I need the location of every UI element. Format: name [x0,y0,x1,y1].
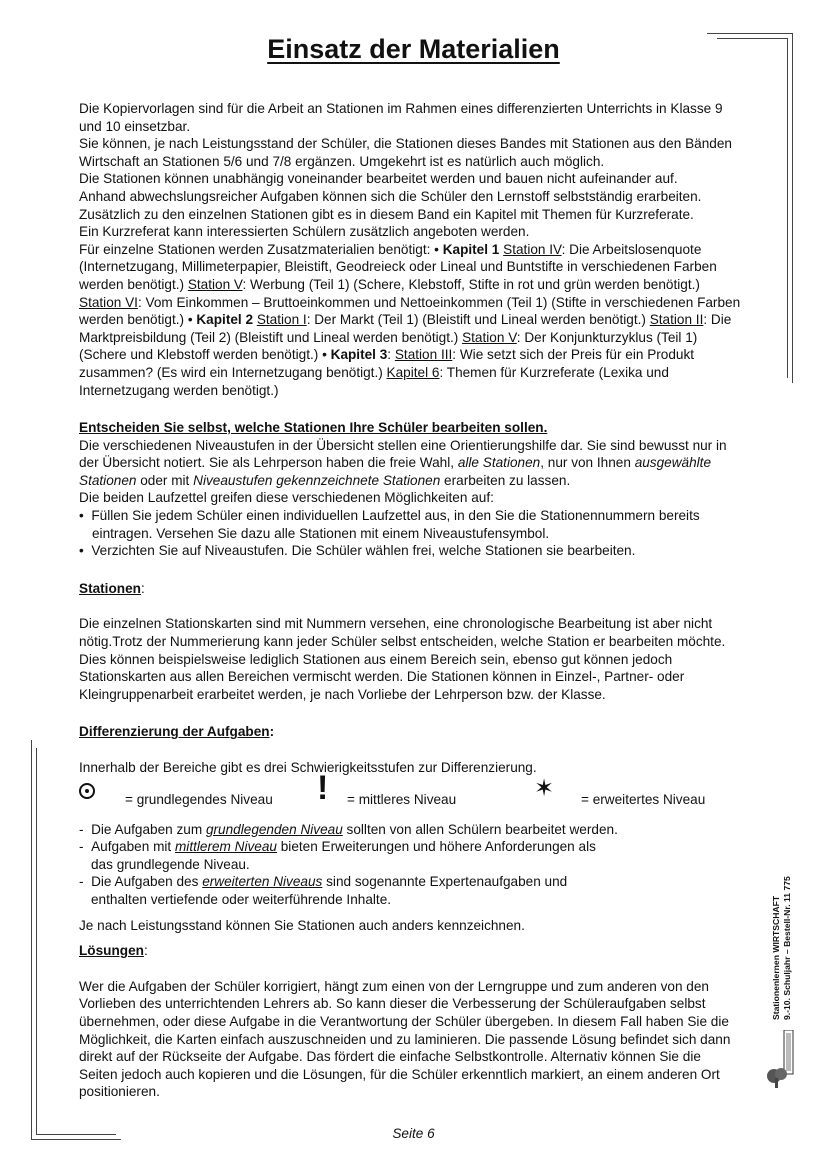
frame-line [31,740,32,1140]
loesungen-heading: Lösungen: [79,943,148,959]
publisher-sidebar [767,830,803,1020]
level-label: = mittleres Niveau [347,791,457,807]
intro-line: Sie können, je nach Leistungsstand der Schüler, die Stationen dieses Bandes mit Stationen aus den Bänden Wirtschaft an Stationen 5/6 und 7/8 ergänzen. Umgekehrt ist es natürlich auch möglich. [79,136,732,169]
star-icon: ✶ [534,774,555,802]
intro-line: Ein Kurzreferat kann interessierten Schülern zusätzlich angeboten werden. [79,224,530,240]
differenzierung-heading: Differenzierung der Aufgaben: [79,724,275,740]
level-label: = erweitertes Niveau [581,791,706,807]
intro-line: Zusätzlich zu den einzelnen Stationen gibt es in diesem Band ein Kapitel mit Themen für Kurzreferate. [79,206,694,222]
niveau-legend [79,768,741,815]
target-icon [79,783,95,799]
materials-paragraph: Für einzelne Stationen werden Zusatzmaterialien benötigt: • Kapitel 1 Station IV: Die Arbeitslosenquote (Internetzugang, Millimeterpapier, Bleistift, Geodreieck oder Lineal und Buntstifte in verschiedenen Farben werden benötigt.) Station V: Werbung (Teil 1) (Schere, Klebstoff, Stifte in rot und grün werden benötigt.) Station VI: Vom Einkommen – Bruttoeinkommen und Nettoeinkommen (Teil 1) (Stifte in verschiedenen Farben werden benötigt.) • Kapitel 2 Station I: Der Markt (Teil 1) (Bleistift und Lineal werden benötigt.) Station II: Die Marktpreisbildung (Teil 2) (Bleistift und Lineal werden benötigt.) Station V: Der Konjunkturzyklus (Teil 1) (Schere und Klebstoff werden benötigt.) • Kapitel 3: Station III: Wie setzt sich der Preis für ein Produkt zusammen? (Es wird ein Internetzugang benötigt.) Kapitel 6: Themen für Kurzreferate (Lexika und Internetzugang werden benötigt.) [79,241,741,398]
level-label: = grundlegendes Niveau [125,791,273,807]
choose-paragraph: Die verschiedenen Niveaustufen in der Übersicht stellen eine Orientierungshilfe dar. Sie sind bewusst nur in der Übersicht notiert. Sie als Lehrperson haben die freie Wahl, alle Stationen, nur von Ihnen ausgewählte Stationen oder mit Niveaustufen gekennzeichnete Stationen erarbeiten zu lassen. [79,437,727,488]
level-descriptions [79,821,619,909]
sidebar-line: 9.-10. Schuljahr – Bestell-Nr. 11 775 [782,876,792,1020]
sidebar-line: Stationenlernen WIRTSCHAFT [771,895,781,1020]
frame-line [792,33,793,383]
choose-heading: Entscheiden Sie selbst, welche Stationen Ihre Schüler bearbeiten sollen. [79,420,548,436]
page-title: Einsatz der Materialien [267,34,560,64]
stations-paragraph: Die einzelnen Stationskarten sind mit Nummern versehen, eine chronologische Bearbeitung ist aber nicht nötig.Trotz der Nummerierung kann jeder Schüler selbst entscheiden, welche Station er bearbeiten möchte. Dies können beispielsweise lediglich Stationen aus einem Bereich sein, ebenso gut können jedoch Stationskarten aus allen Bereichen vermischt werden. Die Stationen können in Einzel-, Partner- oder Kleingruppenarbeit erarbeitet werden, je nach Vorliebe der Lehrperson bzw. der Klasse. [79,616,726,702]
page-content [79,100,741,1101]
exclamation-icon: ! [317,768,329,807]
differenzierung-intro: Innerhalb der Bereiche gibt es drei Schwierigkeitsstufen zur Differenzierung. [79,760,537,775]
intro-line: Die Kopiervorlagen sind für die Arbeit an Stationen im Rahmen eines differenzierten Unterrichts in Klasse 9 und 10 einsetzbar. [79,101,723,134]
stations-heading: Stationen: [79,580,145,596]
publisher-logo-icon [764,1030,804,1088]
differenzierung-note: Je nach Leistungsstand können Sie Stationen auch anders kennzeichnen. [79,917,525,933]
list-item: - Die Aufgaben des erweiterten Niveaus sind sogenannte Expertenaufgaben und enthalten vertiefende oder weiterführende Inhalte. [79,874,568,907]
choose-paragraph-2: Die beiden Laufzettel greifen diese verschiedenen Möglichkeiten auf: [79,490,494,506]
frame-line [36,748,37,1135]
intro-line: Anhand abwechslungsreicher Aufgaben können sich die Schüler den Lernstoff selbstständig erarbeiten. [79,188,702,204]
frame-line [787,38,788,378]
list-item: • Füllen Sie jedem Schüler einen individuellen Laufzettel aus, in den Sie die Stationennummern bereits eintragen. Versehen Sie dazu alle Stationen mit einem Niveaustufensymbol. [79,508,700,541]
list-item: - Aufgaben mit mittlerem Niveau bieten Erweiterungen und höhere Anforderungen als das grundlegende Niveau. [79,839,596,872]
intro-line: Die Stationen können unabhängig voneinander bearbeitet werden und bauen nicht aufeinander auf. [79,171,678,187]
page-number: Seite 6 [392,1126,435,1141]
list-item: - Die Aufgaben zum grundlegenden Niveau sollten von allen Schülern bearbeitet werden. [79,821,618,837]
loesungen-paragraph: Wer die Aufgaben der Schüler korrigiert, hängt zum einen von der Lerngruppe und zum anderen von den Vorlieben des unterrichtenden Lehrers ab. So kann dieser die Verbesserung der Schüleraufgaben selbst übernehmen, oder diese Aufgabe in die Verantwortung der Schüler übergeben. In diesem Fall haben Sie die Möglichkeit, die Karten einfach auszuschneiden und zu laminieren. Die passende Lösung befindet sich dann direkt auf der Rückseite der Aufgabe. Das fördert die einfache Selbstkontrolle. Alternativ können Sie die Seiten jedoch auch kopieren und die Lösungen, für die Schüler erkenntlich markiert, an einem anderen Ort positionieren. [79,978,731,1100]
list-item: • Verzichten Sie auf Niveaustufen. Die Schüler wählen frei, welche Stationen sie bearbeiten. [79,543,636,559]
